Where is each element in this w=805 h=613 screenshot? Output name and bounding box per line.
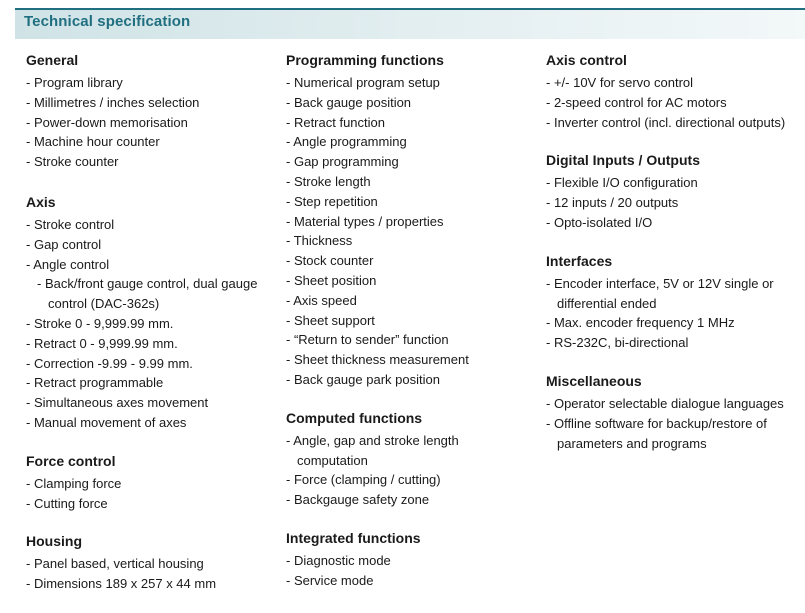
list-item: - Axis speed <box>286 291 531 311</box>
spec-list <box>286 431 531 510</box>
section-title: Axis control <box>546 52 627 68</box>
section-title: Digital Inputs / Outputs <box>546 152 700 169</box>
list-item: - Panel based, vertical housing <box>26 554 266 574</box>
list-item: - Retract 0 - 9,999.99 mm. <box>26 334 266 354</box>
section-header-bar <box>15 8 805 39</box>
section-axis <box>26 193 266 433</box>
spec-list <box>26 474 266 514</box>
page-title: Technical specification <box>24 13 191 30</box>
list-item: - Retract function <box>286 113 531 133</box>
list-item: - Simultaneous axes movement <box>26 393 266 413</box>
spec-list <box>286 73 531 390</box>
spec-list <box>546 173 801 232</box>
list-item: - Sheet support <box>286 311 531 331</box>
list-item: - Operator selectable dialogue languages <box>546 394 801 414</box>
list-item: - Retract programmable <box>26 373 266 393</box>
column-1 <box>26 51 266 613</box>
list-item: - Inverter control (incl. directional outputs) <box>546 113 801 133</box>
list-item: - Stroke 0 - 9,999.99 mm. <box>26 314 266 334</box>
section-computed-functions <box>286 409 531 510</box>
list-item: - Step repetition <box>286 192 531 212</box>
list-item: - Manual movement of axes <box>26 413 266 433</box>
section-force-control <box>26 452 266 514</box>
section-title: Computed functions <box>286 409 423 426</box>
list-item: - Offline software for backup/restore of parameters and programs <box>546 414 801 454</box>
section-title: Force control <box>26 452 116 469</box>
spec-list <box>26 215 266 433</box>
list-item: - Correction -9.99 - 9.99 mm. <box>26 354 266 374</box>
list-item: - Sheet thickness measurement <box>286 350 531 370</box>
list-item: - Numerical program setup <box>286 73 531 93</box>
list-item: - Gap programming <box>286 152 531 172</box>
section-title: General <box>26 52 79 68</box>
section-integrated-functions <box>286 529 531 591</box>
list-item: - Stroke control <box>26 215 266 235</box>
list-item: - Dimensions 189 x 257 x 44 mm <box>26 574 266 594</box>
list-item: - Angle programming <box>286 132 531 152</box>
list-item: - Flexible I/O configuration <box>546 173 801 193</box>
column-2 <box>286 51 531 610</box>
list-item: - Sheet position <box>286 271 531 291</box>
list-item: - Stock counter <box>286 251 531 271</box>
list-item: - Back gauge park position <box>286 370 531 390</box>
list-item: - Material types / properties <box>286 212 531 232</box>
list-item: - Backgauge safety zone <box>286 490 531 510</box>
spec-list <box>286 551 531 591</box>
section-title: Miscellaneous <box>546 372 642 389</box>
section-title: Programming functions <box>286 52 444 68</box>
list-item: - 2-speed control for AC motors <box>546 93 801 113</box>
list-item: - Back/front gauge control, dual gauge control (DAC-362s) <box>26 274 266 314</box>
spec-list <box>26 554 266 594</box>
section-title: Interfaces <box>546 252 613 269</box>
section-title: Housing <box>26 533 82 550</box>
spec-list <box>26 73 266 172</box>
list-item: - Service mode <box>286 571 531 591</box>
section-programming-functions <box>286 51 531 390</box>
section-interfaces <box>546 252 801 353</box>
list-item: - Millimetres / inches selection <box>26 93 266 113</box>
spec-list <box>546 274 801 353</box>
list-item: - RS-232C, bi-directional <box>546 333 801 353</box>
list-item: - Program library <box>26 73 266 93</box>
list-item: - “Return to sender” function <box>286 330 531 350</box>
list-item: - Back gauge position <box>286 93 531 113</box>
spec-list <box>546 394 801 453</box>
section-title: Integrated functions <box>286 529 421 546</box>
section-axis-control <box>546 51 801 132</box>
list-item: - Max. encoder frequency 1 MHz <box>546 313 801 333</box>
list-item: - Encoder interface, 5V or 12V single or differential ended <box>546 274 801 314</box>
spec-list <box>546 73 801 132</box>
list-item: - Angle control <box>26 255 266 275</box>
section-general <box>26 51 266 172</box>
list-item: - Clamping force <box>26 474 266 494</box>
section-housing <box>26 532 266 594</box>
list-item: - Machine hour counter <box>26 132 266 152</box>
list-item: - Gap control <box>26 235 266 255</box>
list-item: - Stroke length <box>286 172 531 192</box>
list-item: - Power-down memorisation <box>26 113 266 133</box>
list-item: - +/- 10V for servo control <box>546 73 801 93</box>
list-item: - 12 inputs / 20 outputs <box>546 193 801 213</box>
section-digital-inputs-outputs <box>546 151 801 232</box>
list-item: - Angle, gap and stroke length computation <box>286 431 531 471</box>
list-item: - Diagnostic mode <box>286 551 531 571</box>
column-3 <box>546 51 801 472</box>
list-item: - Thickness <box>286 231 531 251</box>
section-title: Axis <box>26 193 56 210</box>
list-item: - Stroke counter <box>26 152 266 172</box>
list-item: - Opto-isolated I/O <box>546 213 801 233</box>
section-miscellaneous <box>546 372 801 453</box>
list-item: - Force (clamping / cutting) <box>286 470 531 490</box>
list-item: - Cutting force <box>26 494 266 514</box>
